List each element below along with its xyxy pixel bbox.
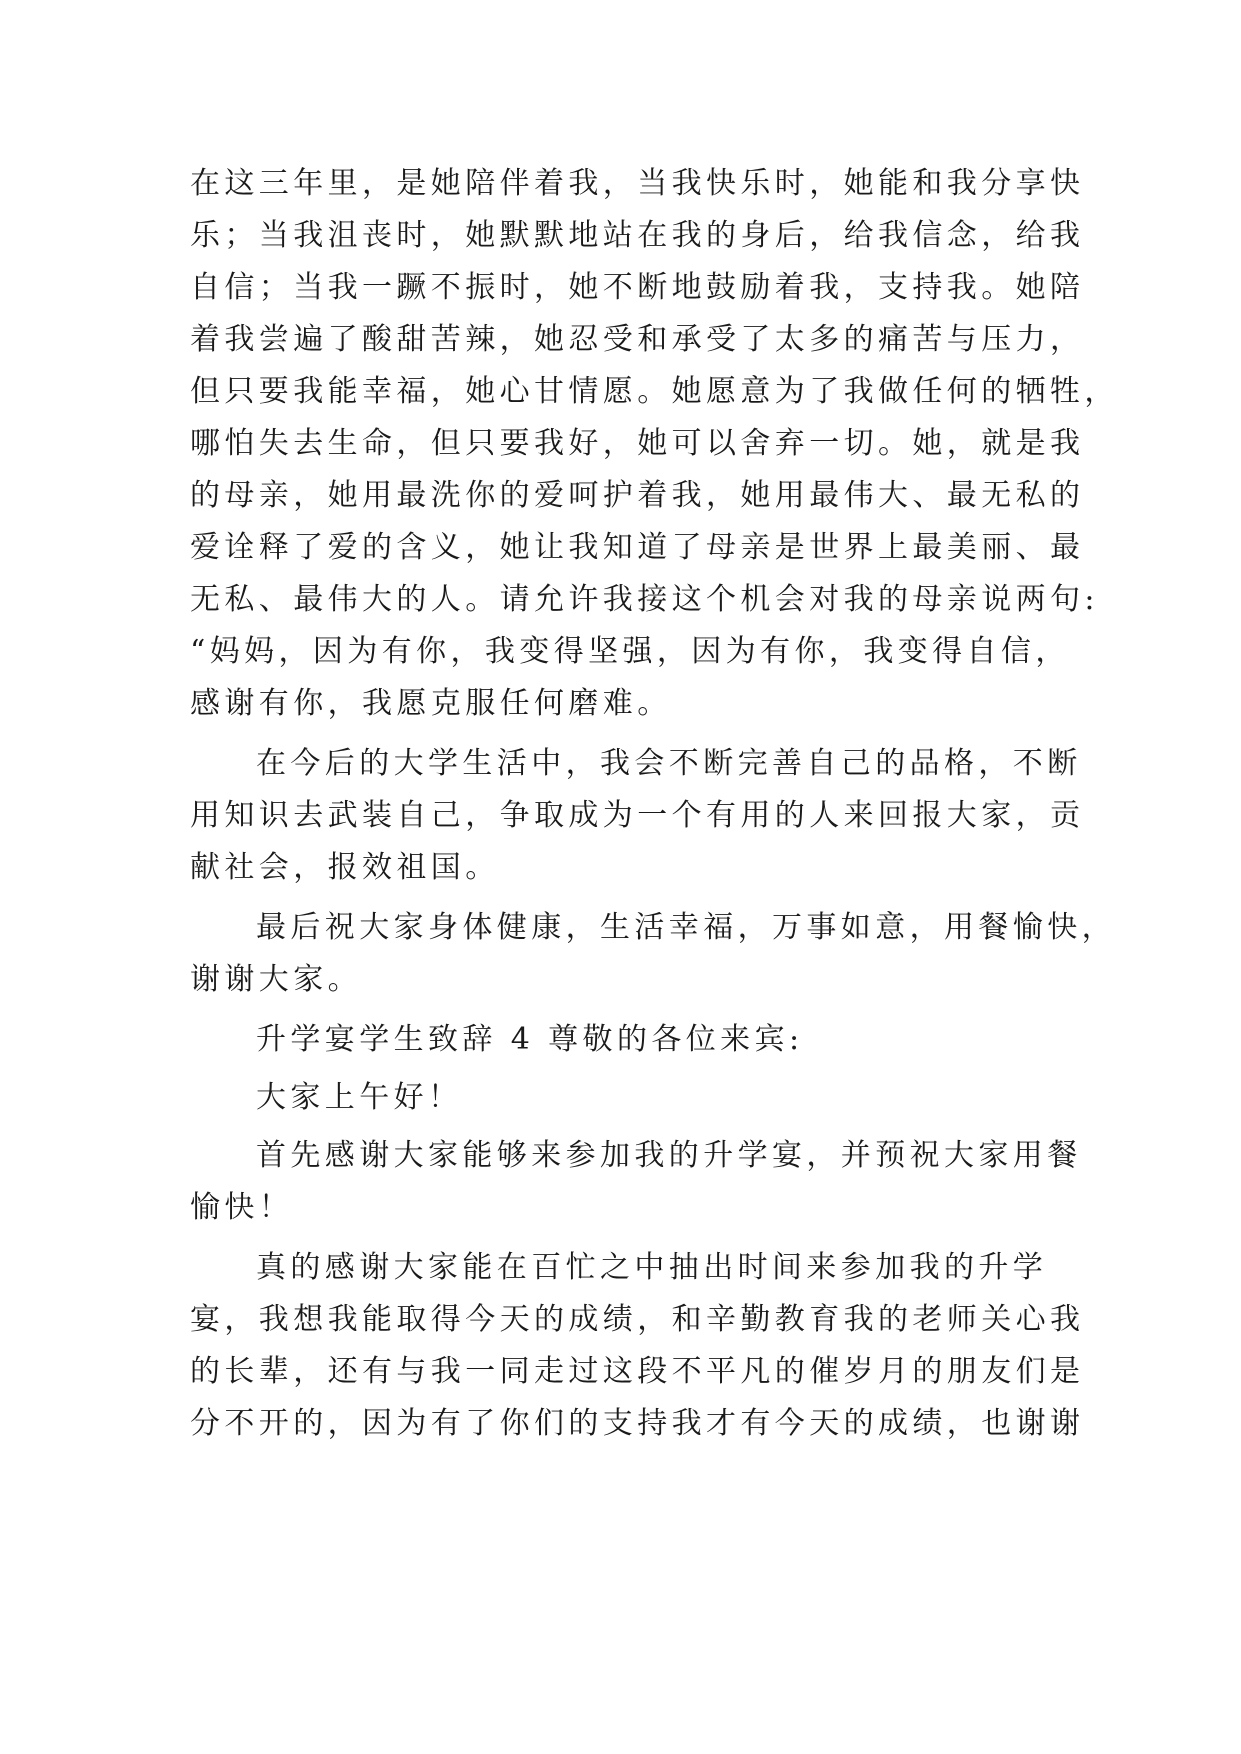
text-line: 着我尝遍了酸甜苦辣，她忍受和承受了太多的痛苦与压力，	[190, 322, 1085, 357]
section-heading: 升学宴学生致辞 4 尊敬的各位来宾:	[256, 1022, 804, 1057]
text-line: 爱诠释了爱的含义，她让我知道了母亲是世界上最美丽、最	[190, 530, 1085, 565]
text-line: 愉快！	[190, 1190, 294, 1225]
paragraph-first-line: 最后祝大家身体健康，生活幸福，万事如意，用餐愉快，	[256, 910, 1116, 945]
text-line: 宴，我想我能取得今天的成绩，和辛勤教育我的老师关心我	[190, 1302, 1085, 1337]
text-line: 的母亲，她用最洗你的爱呵护着我，她用最伟大、最无私的	[190, 478, 1085, 513]
text-line: 无私、最伟大的人。请允许我接这个机会对我的母亲说两句:	[190, 582, 1099, 617]
text-line: 的长辈，还有与我一同走过这段不平凡的催岁月的朋友们是	[190, 1354, 1085, 1389]
text-line: “妈妈，因为有你，我变得坚强，因为有你，我变得自信，	[190, 634, 1070, 669]
text-line: 哪怕失去生命，但只要我好，她可以舍弃一切。她，就是我	[190, 426, 1085, 461]
text-line: 感谢有你，我愿克服任何磨难。	[190, 686, 672, 721]
paragraph-first-line: 在今后的大学生活中，我会不断完善自己的品格，不断	[256, 746, 1082, 781]
greeting-line: 大家上午好！	[256, 1080, 463, 1115]
text-line: 献社会，报效祖国。	[190, 850, 500, 885]
text-line: 谢谢大家。	[190, 962, 362, 997]
text-line: 乐；当我沮丧时，她默默地站在我的身后，给我信念，给我	[190, 218, 1085, 253]
paragraph-first-line: 真的感谢大家能在百忙之中抽出时间来参加我的升学	[256, 1250, 1048, 1285]
text-line: 但只要我能幸福，她心甘情愿。她愿意为了我做任何的牺牲，	[190, 374, 1119, 409]
paragraph-first-line: 首先感谢大家能够来参加我的升学宴，并预祝大家用餐	[256, 1138, 1082, 1173]
text-line: 自信；当我一蹶不振时，她不断地鼓励着我，支持我。她陪	[190, 270, 1085, 305]
text-line: 用知识去武装自己，争取成为一个有用的人来回报大家，贡	[190, 798, 1085, 833]
text-line: 在这三年里，是她陪伴着我，当我快乐时，她能和我分享快	[190, 166, 1085, 201]
text-line: 分不开的，因为有了你们的支持我才有今天的成绩，也谢谢	[190, 1406, 1085, 1441]
